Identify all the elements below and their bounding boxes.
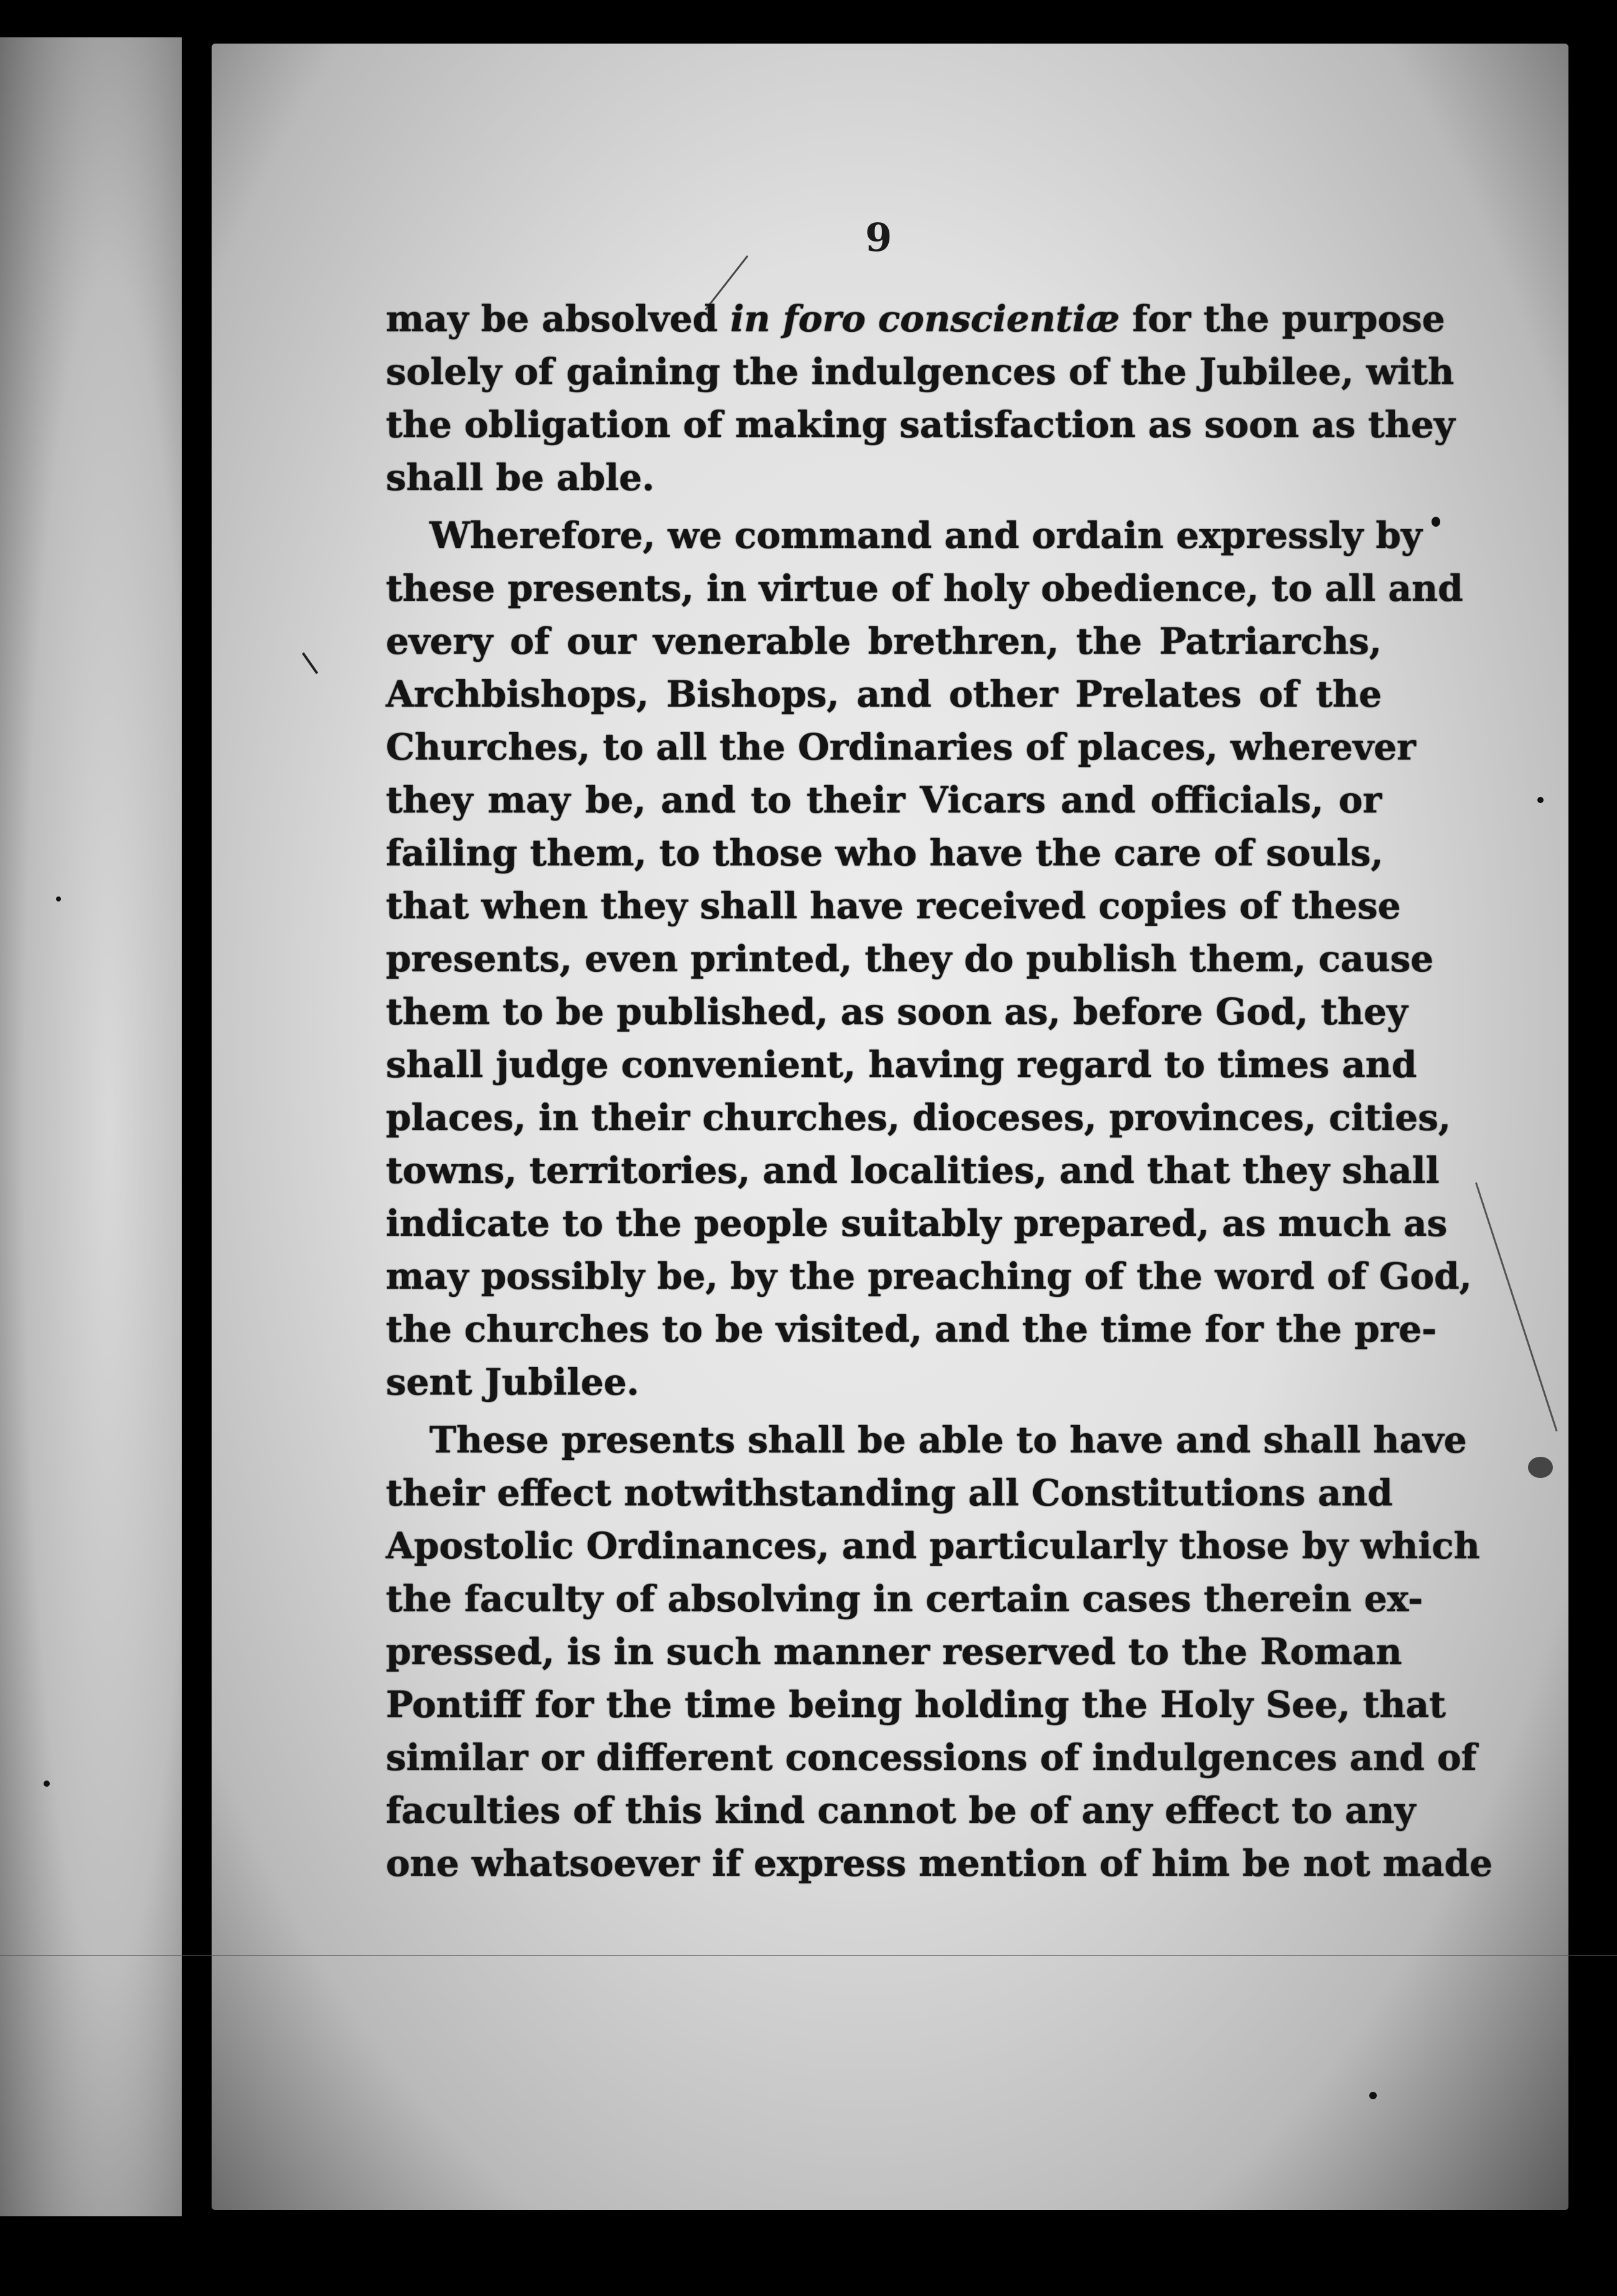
text-run: pressed, is in such manner reserved to the Roman (386, 1630, 1402, 1673)
text-run: that when they shall have received copies of these (386, 885, 1401, 927)
text-run: they may be, and to their Vicars and officials, or (386, 779, 1382, 821)
text-line (386, 1467, 1393, 1520)
page-number: 9 (865, 215, 893, 260)
text-run: the churches to be visited, and the time for the pre- (386, 1308, 1437, 1350)
text-run: similar or different concessions of indulgences and of (386, 1736, 1477, 1779)
text-run: sent Jubilee. (386, 1361, 639, 1403)
text-line (386, 774, 1382, 827)
text-run: places, in their churches, dioceses, provinces, cities, (386, 1096, 1451, 1139)
scan-speck (1432, 517, 1440, 527)
paragraph (386, 509, 1472, 1409)
text-line (386, 1678, 1446, 1731)
text-line (386, 1520, 1480, 1573)
scan-speck (1528, 1457, 1553, 1478)
text-run: solely of gaining the indulgences of the Jubilee, with (386, 351, 1455, 393)
text-run: may be absolved (386, 298, 731, 340)
paragraph (386, 1414, 1493, 1890)
text-run: every of our venerable brethren, the Patriarchs, (386, 620, 1382, 662)
text-line (386, 562, 1463, 615)
text-run: indicate to the people suitably prepared, as much as (386, 1202, 1448, 1244)
text-line (386, 1573, 1423, 1626)
paragraph (386, 293, 1455, 504)
text-line (386, 1250, 1472, 1303)
text-line (386, 1144, 1440, 1197)
text-line (386, 615, 1382, 668)
text-line (386, 721, 1416, 774)
text-line (386, 398, 1455, 451)
text-run: Apostolic Ordinances, and particularly those by which (386, 1525, 1480, 1567)
text-run: these presents, in virtue of holy obedience, to all and (386, 567, 1463, 609)
text-line (386, 827, 1382, 880)
text-run: shall judge convenient, having regard to times and (386, 1043, 1417, 1086)
text-line (386, 293, 1445, 346)
text-run: towns, territories, and localities, and that they shall (386, 1149, 1440, 1192)
text-run: one whatsoever if express mention of him be not made (386, 1842, 1493, 1884)
body-text (386, 293, 1493, 1890)
text-run: their effect notwithstanding all Constitutions and (386, 1472, 1393, 1514)
text-line (386, 1626, 1402, 1678)
text-run: may possibly be, by the preaching of the word of God, (386, 1255, 1472, 1297)
text-run: the obligation of making satisfaction as soon as they (386, 403, 1455, 446)
text-run: for the purpose (1119, 298, 1445, 340)
text-run: them to be published, as soon as, before God, they (386, 990, 1408, 1033)
text-line (386, 1731, 1477, 1784)
text-line (386, 1303, 1437, 1356)
text-line (386, 451, 1382, 504)
text-line (386, 933, 1434, 986)
text-line (386, 668, 1382, 721)
text-line (386, 986, 1408, 1038)
text-line (386, 346, 1455, 398)
text-run: Archbishops, Bishops, and other Prelates of the (386, 673, 1382, 715)
text-line (386, 1837, 1493, 1890)
text-line (386, 1091, 1451, 1144)
italic-text-run: in foro conscientiæ (730, 298, 1120, 340)
text-run: These presents shall be able to have and shall have (429, 1419, 1467, 1461)
text-line (386, 1038, 1417, 1091)
text-line (386, 509, 1422, 562)
text-run: Pontiff for the time being holding the Holy See, that (386, 1683, 1446, 1726)
text-run: shall be able. (386, 456, 655, 499)
text-run: presents, even printed, they do publish them, cause (386, 938, 1434, 980)
text-line (386, 1784, 1416, 1837)
text-run: failing them, to those who have the care of souls, (386, 832, 1384, 874)
scan-artifact-line (0, 1955, 1617, 1956)
text-run: Wherefore, we command and ordain expressly by (429, 514, 1422, 557)
text-line (386, 880, 1401, 933)
facing-page-edge (0, 37, 182, 2216)
text-run: Churches, to all the Ordinaries of places, wherever (386, 726, 1416, 768)
book-gutter (182, 25, 212, 2241)
text-run: the faculty of absolving in certain cases therein ex- (386, 1578, 1423, 1620)
text-line (386, 1197, 1448, 1250)
scan-speck (1369, 2092, 1377, 2099)
text-line (386, 1356, 1382, 1409)
text-run: faculties of this kind cannot be of any effect to any (386, 1789, 1416, 1832)
scan-speck (56, 896, 61, 901)
scan-speck (44, 1781, 50, 1787)
scan-speck (1537, 797, 1544, 803)
text-line (386, 1414, 1467, 1467)
